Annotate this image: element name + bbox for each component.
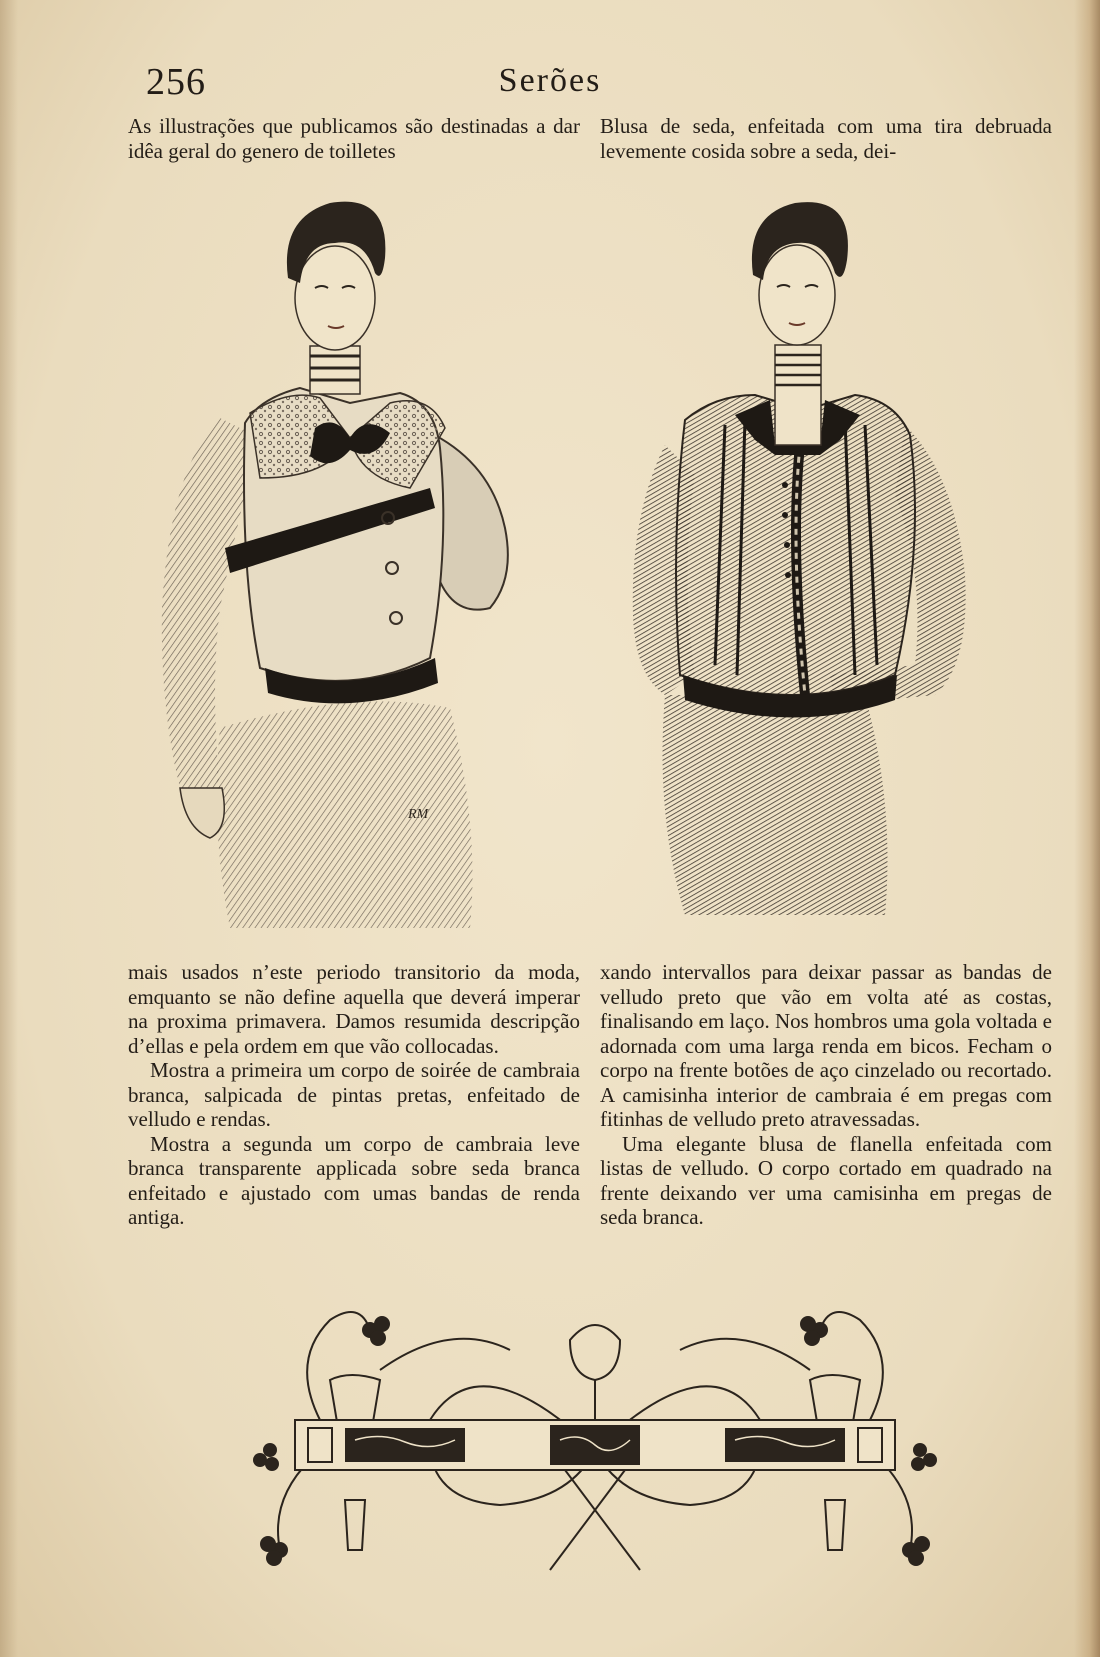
binding-shadow xyxy=(1074,0,1100,1657)
paragraph: Mostra a primeira um corpo de soirée de cambraia branca, salpicada de pintas pretas, enfeitado de velludo e rendas. xyxy=(128,1058,580,1131)
artist-signature: RM xyxy=(408,807,429,822)
paragraph: mais usados n’este periodo transitorio da moda, emquanto se não define aquella que deverá imperar na proxima primavera. Damos resumida descripção d’ellas e pela ordem em que vão collocadas. xyxy=(128,960,580,1058)
ornament-tailpiece xyxy=(250,1300,940,1580)
intro-text-left xyxy=(128,114,580,163)
page-gutter-shadow xyxy=(0,0,18,1657)
paragraph: Mostra a segunda um corpo de cambraia leve branca transparente applicada sobre seda branca enfeitado e ajustado com umas bandas de renda antiga. xyxy=(128,1131,580,1229)
body-text-right xyxy=(600,960,1052,1230)
paragraph: xando intervallos para deixar passar as bandas de velludo preto que vão em volta até as costas, finalisando em laço. Nos hombros uma gola voltada e adornada com uma larga renda em bicos. Fecham o corpo na frente botões de aço cinzelado ou recortado. A camisinha interior de cambraia é em pregas com fitinhas de velludo preto atravessadas. xyxy=(600,960,1052,1131)
intro-text-right xyxy=(600,114,1052,163)
running-title: Serões xyxy=(498,62,602,99)
paragraph: As illustrações que publicamos são destinadas a dar idêa geral do genero de toilletes xyxy=(128,114,580,163)
paragraph: Blusa de seda, enfeitada com uma tira debruada levemente cosida sobre a seda, dei- xyxy=(600,114,1052,163)
body-text-left xyxy=(128,960,580,1230)
page-number: 256 xyxy=(146,61,206,103)
illustration-blouse-dark xyxy=(625,195,1005,915)
illustration-blouse-light xyxy=(150,188,550,928)
paragraph: Uma elegante blusa de flanella enfeitada com listas de velludo. O corpo cortado em quadrado na frente deixando ver uma camisinha em pregas de seda branca. xyxy=(600,1131,1052,1229)
